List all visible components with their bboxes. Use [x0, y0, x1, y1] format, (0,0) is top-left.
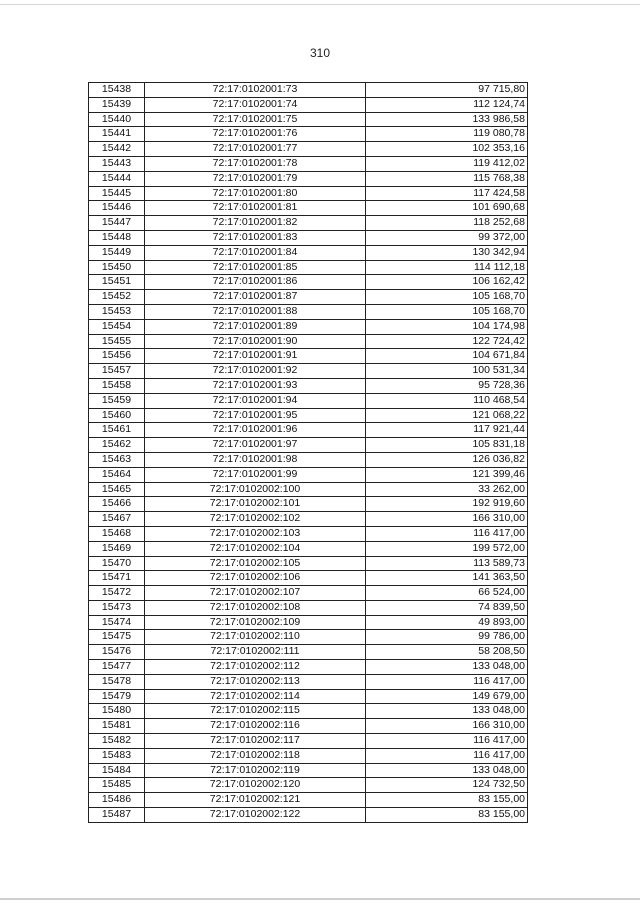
row-number-cell: 15487 [89, 808, 145, 823]
cadastral-number-cell: 72:17:0102001:94 [145, 393, 366, 408]
cadastral-number-cell: 72:17:0102001:90 [145, 334, 366, 349]
cadastral-value-cell: 95 728,36 [366, 378, 528, 393]
table-row [89, 526, 528, 541]
table-row [89, 467, 528, 482]
cadastral-value-cell: 106 162,42 [366, 275, 528, 290]
table-row [89, 719, 528, 734]
cadastral-value-cell: 115 768,38 [366, 171, 528, 186]
table-row [89, 156, 528, 171]
table-row [89, 482, 528, 497]
cadastral-value-cell: 133 986,58 [366, 112, 528, 127]
row-number-cell: 15452 [89, 290, 145, 305]
row-number-cell: 15464 [89, 467, 145, 482]
table-row [89, 571, 528, 586]
table-row [89, 793, 528, 808]
table-row [89, 660, 528, 675]
row-number-cell: 15441 [89, 127, 145, 142]
table-row [89, 260, 528, 275]
cadastral-number-cell: 72:17:0102001:76 [145, 127, 366, 142]
table-row [89, 186, 528, 201]
row-number-cell: 15463 [89, 452, 145, 467]
cadastral-number-cell: 72:17:0102002:100 [145, 482, 366, 497]
table-row [89, 512, 528, 527]
table-row [89, 304, 528, 319]
cadastral-number-cell: 72:17:0102002:115 [145, 704, 366, 719]
cadastral-value-cell: 166 310,00 [366, 512, 528, 527]
cadastral-number-cell: 72:17:0102001:85 [145, 260, 366, 275]
row-number-cell: 15446 [89, 201, 145, 216]
cadastral-number-cell: 72:17:0102002:118 [145, 748, 366, 763]
table-body [89, 83, 528, 823]
cadastral-number-cell: 72:17:0102001:77 [145, 142, 366, 157]
table-row [89, 216, 528, 231]
cadastral-number-cell: 72:17:0102002:108 [145, 600, 366, 615]
cadastral-number-cell: 72:17:0102001:82 [145, 216, 366, 231]
cadastral-value-cell: 117 424,58 [366, 186, 528, 201]
cadastral-value-cell: 149 679,00 [366, 689, 528, 704]
row-number-cell: 15453 [89, 304, 145, 319]
row-number-cell: 15468 [89, 526, 145, 541]
cadastral-value-cell: 104 174,98 [366, 319, 528, 334]
cadastral-value-cell: 112 124,74 [366, 97, 528, 112]
table-row [89, 586, 528, 601]
cadastral-value-cell: 66 524,00 [366, 586, 528, 601]
cadastral-value-cell: 110 468,54 [366, 393, 528, 408]
cadastral-value-cell: 83 155,00 [366, 808, 528, 823]
row-number-cell: 15482 [89, 734, 145, 749]
cadastral-value-cell: 74 839,50 [366, 600, 528, 615]
table-row [89, 423, 528, 438]
cadastral-value-cell: 130 342,94 [366, 245, 528, 260]
row-number-cell: 15448 [89, 230, 145, 245]
table-row [89, 230, 528, 245]
scan-edge-top [0, 4, 640, 5]
cadastral-number-cell: 72:17:0102002:122 [145, 808, 366, 823]
row-number-cell: 15471 [89, 571, 145, 586]
table-row [89, 364, 528, 379]
table-row [89, 290, 528, 305]
table-row [89, 808, 528, 823]
table-row [89, 763, 528, 778]
cadastral-value-cell: 105 168,70 [366, 290, 528, 305]
cadastral-value-cell: 116 417,00 [366, 734, 528, 749]
cadastral-number-cell: 72:17:0102001:74 [145, 97, 366, 112]
cadastral-number-cell: 72:17:0102001:75 [145, 112, 366, 127]
cadastral-value-cell: 33 262,00 [366, 482, 528, 497]
cadastral-value-cell: 166 310,00 [366, 719, 528, 734]
table-row [89, 275, 528, 290]
cadastral-value-cell: 121 068,22 [366, 408, 528, 423]
scan-edge-bottom [0, 898, 640, 900]
cadastral-number-cell: 72:17:0102001:73 [145, 83, 366, 98]
cadastral-number-cell: 72:17:0102001:91 [145, 349, 366, 364]
row-number-cell: 15458 [89, 378, 145, 393]
cadastral-number-cell: 72:17:0102002:114 [145, 689, 366, 704]
cadastral-value-cell: 124 732,50 [366, 778, 528, 793]
row-number-cell: 15454 [89, 319, 145, 334]
table-row [89, 674, 528, 689]
table-row [89, 201, 528, 216]
cadastral-number-cell: 72:17:0102002:121 [145, 793, 366, 808]
row-number-cell: 15476 [89, 645, 145, 660]
cadastral-value-cell: 118 252,68 [366, 216, 528, 231]
cadastral-value-cell: 119 080,78 [366, 127, 528, 142]
table-row [89, 630, 528, 645]
row-number-cell: 15484 [89, 763, 145, 778]
cadastral-number-cell: 72:17:0102001:84 [145, 245, 366, 260]
cadastral-number-cell: 72:17:0102001:97 [145, 438, 366, 453]
row-number-cell: 15455 [89, 334, 145, 349]
table-row [89, 748, 528, 763]
cadastral-number-cell: 72:17:0102001:95 [145, 408, 366, 423]
cadastral-number-cell: 72:17:0102002:113 [145, 674, 366, 689]
table-row [89, 319, 528, 334]
row-number-cell: 15475 [89, 630, 145, 645]
cadastral-number-cell: 72:17:0102002:103 [145, 526, 366, 541]
row-number-cell: 15470 [89, 556, 145, 571]
cadastral-number-cell: 72:17:0102001:78 [145, 156, 366, 171]
cadastral-value-cell: 116 417,00 [366, 674, 528, 689]
table-row [89, 452, 528, 467]
cadastral-value-cell: 133 048,00 [366, 660, 528, 675]
cadastral-number-cell: 72:17:0102002:117 [145, 734, 366, 749]
table-row [89, 142, 528, 157]
row-number-cell: 15443 [89, 156, 145, 171]
row-number-cell: 15486 [89, 793, 145, 808]
cadastral-value-cell: 100 531,34 [366, 364, 528, 379]
cadastral-value-cell: 117 921,44 [366, 423, 528, 438]
cadastral-number-cell: 72:17:0102002:105 [145, 556, 366, 571]
cadastral-number-cell: 72:17:0102002:104 [145, 541, 366, 556]
cadastral-value-cell: 113 589,73 [366, 556, 528, 571]
table-row [89, 408, 528, 423]
cadastral-value-cell: 97 715,80 [366, 83, 528, 98]
cadastral-number-cell: 72:17:0102001:80 [145, 186, 366, 201]
cadastral-value-cell: 102 353,16 [366, 142, 528, 157]
table-row [89, 497, 528, 512]
cadastral-value-cell: 126 036,82 [366, 452, 528, 467]
row-number-cell: 15472 [89, 586, 145, 601]
row-number-cell: 15440 [89, 112, 145, 127]
row-number-cell: 15444 [89, 171, 145, 186]
row-number-cell: 15474 [89, 615, 145, 630]
row-number-cell: 15485 [89, 778, 145, 793]
cadastral-value-cell: 121 399,46 [366, 467, 528, 482]
row-number-cell: 15480 [89, 704, 145, 719]
row-number-cell: 15466 [89, 497, 145, 512]
cadastral-number-cell: 72:17:0102001:98 [145, 452, 366, 467]
row-number-cell: 15465 [89, 482, 145, 497]
row-number-cell: 15477 [89, 660, 145, 675]
cadastral-value-cell: 58 208,50 [366, 645, 528, 660]
table-row [89, 704, 528, 719]
table-row [89, 615, 528, 630]
cadastral-number-cell: 72:17:0102001:87 [145, 290, 366, 305]
table-row [89, 689, 528, 704]
table-row [89, 734, 528, 749]
row-number-cell: 15447 [89, 216, 145, 231]
cadastral-number-cell: 72:17:0102001:96 [145, 423, 366, 438]
cadastral-number-cell: 72:17:0102002:119 [145, 763, 366, 778]
cadastral-value-cell: 122 724,42 [366, 334, 528, 349]
table-row [89, 438, 528, 453]
row-number-cell: 15449 [89, 245, 145, 260]
cadastral-number-cell: 72:17:0102002:101 [145, 497, 366, 512]
cadastral-value-cell: 199 572,00 [366, 541, 528, 556]
cadastral-number-cell: 72:17:0102002:111 [145, 645, 366, 660]
table-row [89, 600, 528, 615]
page-number: 310 [309, 46, 331, 60]
cadastral-value-cell: 101 690,68 [366, 201, 528, 216]
cadastral-value-cell: 192 919,60 [366, 497, 528, 512]
cadastral-number-cell: 72:17:0102001:92 [145, 364, 366, 379]
cadastral-value-cell: 99 372,00 [366, 230, 528, 245]
cadastral-value-cell: 105 168,70 [366, 304, 528, 319]
cadastral-number-cell: 72:17:0102002:107 [145, 586, 366, 601]
row-number-cell: 15473 [89, 600, 145, 615]
table-row [89, 97, 528, 112]
table-row [89, 541, 528, 556]
row-number-cell: 15445 [89, 186, 145, 201]
row-number-cell: 15450 [89, 260, 145, 275]
cadastral-value-table [88, 82, 528, 823]
cadastral-number-cell: 72:17:0102002:109 [145, 615, 366, 630]
table-row [89, 393, 528, 408]
table-row [89, 171, 528, 186]
row-number-cell: 15460 [89, 408, 145, 423]
cadastral-number-cell: 72:17:0102002:112 [145, 660, 366, 675]
table-row [89, 378, 528, 393]
table-row [89, 556, 528, 571]
row-number-cell: 15438 [89, 83, 145, 98]
table-row [89, 245, 528, 260]
row-number-cell: 15451 [89, 275, 145, 290]
cadastral-value-cell: 133 048,00 [366, 763, 528, 778]
cadastral-number-cell: 72:17:0102002:120 [145, 778, 366, 793]
cadastral-value-cell: 99 786,00 [366, 630, 528, 645]
cadastral-number-cell: 72:17:0102001:99 [145, 467, 366, 482]
table-row [89, 334, 528, 349]
cadastral-number-cell: 72:17:0102001:88 [145, 304, 366, 319]
cadastral-value-cell: 119 412,02 [366, 156, 528, 171]
cadastral-number-cell: 72:17:0102001:81 [145, 201, 366, 216]
cadastral-value-cell: 49 893,00 [366, 615, 528, 630]
cadastral-number-cell: 72:17:0102002:116 [145, 719, 366, 734]
table-row [89, 778, 528, 793]
row-number-cell: 15461 [89, 423, 145, 438]
row-number-cell: 15439 [89, 97, 145, 112]
table-row [89, 645, 528, 660]
row-number-cell: 15442 [89, 142, 145, 157]
row-number-cell: 15469 [89, 541, 145, 556]
table-row [89, 349, 528, 364]
row-number-cell: 15478 [89, 674, 145, 689]
cadastral-number-cell: 72:17:0102002:106 [145, 571, 366, 586]
cadastral-value-cell: 104 671,84 [366, 349, 528, 364]
row-number-cell: 15459 [89, 393, 145, 408]
cadastral-number-cell: 72:17:0102001:86 [145, 275, 366, 290]
table-row [89, 112, 528, 127]
cadastral-number-cell: 72:17:0102001:93 [145, 378, 366, 393]
cadastral-number-cell: 72:17:0102001:79 [145, 171, 366, 186]
cadastral-value-cell: 105 831,18 [366, 438, 528, 453]
cadastral-value-cell: 116 417,00 [366, 748, 528, 763]
row-number-cell: 15479 [89, 689, 145, 704]
cadastral-number-cell: 72:17:0102002:102 [145, 512, 366, 527]
cadastral-value-cell: 133 048,00 [366, 704, 528, 719]
cadastral-number-cell: 72:17:0102002:110 [145, 630, 366, 645]
row-number-cell: 15456 [89, 349, 145, 364]
row-number-cell: 15483 [89, 748, 145, 763]
cadastral-number-cell: 72:17:0102001:83 [145, 230, 366, 245]
row-number-cell: 15462 [89, 438, 145, 453]
table-row [89, 83, 528, 98]
row-number-cell: 15457 [89, 364, 145, 379]
table-row [89, 127, 528, 142]
cadastral-value-cell: 83 155,00 [366, 793, 528, 808]
cadastral-number-cell: 72:17:0102001:89 [145, 319, 366, 334]
cadastral-value-cell: 114 112,18 [366, 260, 528, 275]
cadastral-value-cell: 116 417,00 [366, 526, 528, 541]
row-number-cell: 15467 [89, 512, 145, 527]
row-number-cell: 15481 [89, 719, 145, 734]
cadastral-value-cell: 141 363,50 [366, 571, 528, 586]
